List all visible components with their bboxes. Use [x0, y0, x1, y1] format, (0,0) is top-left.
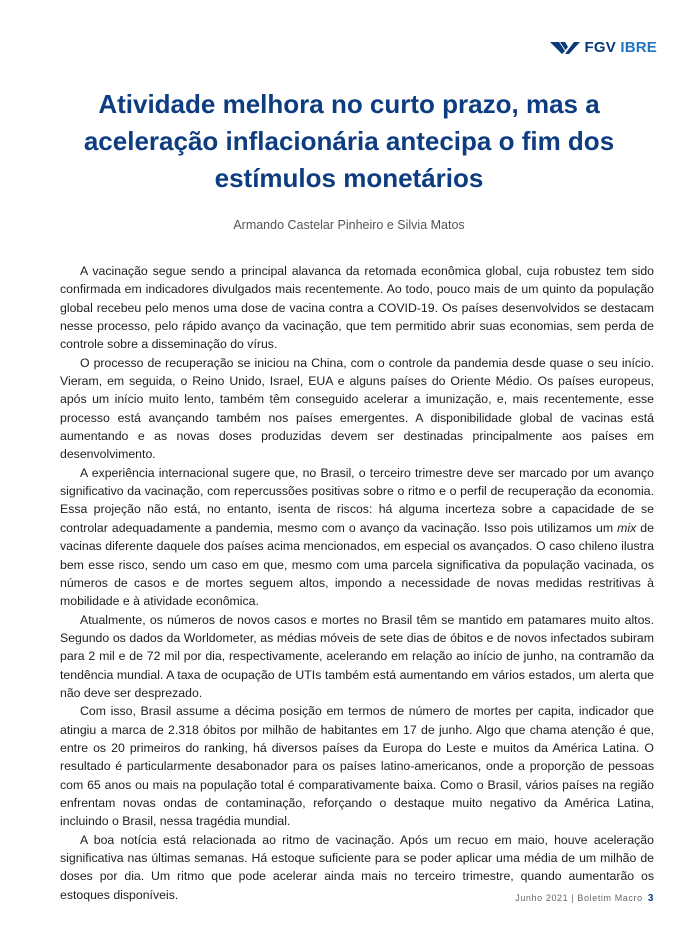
logo-ibre-text: IBRE	[620, 39, 657, 56]
paragraph-text: A experiência internacional sugere que, no Brasil, o terceiro trimestre deve ser marcado por um avanço significativo da vacinação, com repercussões positivas sobre o ritmo e o perfil de recuperação da economia. Essa projeção não está, no entanto, isenta de riscos: há alguma incerteza sobre a capacidade de se controlar adequadamente a pandemia, mesmo com o avanço da vacinação. Isso pois utilizamos um	[60, 465, 654, 535]
paragraph	[60, 702, 654, 830]
article-body	[60, 262, 654, 904]
paragraph-text: A vacinação segue sendo a principal alavanca da retomada econômica global, cuja robustez tem sido confirmada em indicadores divulgados mais recentemente. Ao todo, pouco mais de um quinto da população global recebeu pelo menos uma dose de vacina contra a COVID-19. Os países desenvolvidos se destacam nesse processo, pelo rápido avanço da vacinação, que tem permitido abrir suas economias, sem perda de controle sobre a disseminação do vírus.	[60, 264, 654, 352]
paragraph	[60, 354, 654, 464]
logo-fgv-text: FGV	[584, 39, 616, 56]
paragraph-text: Com isso, Brasil assume a décima posição em termos de número de mortes per capita, indicador que atingiu a marca de 2.318 óbitos por milhão de habitantes em 17 de junho. Algo que chama atenção é que, entre os 20 primeiros do ranking, há diversos países da Europa do Leste e muitos da América Latina. O resultado é particularmente desabonador para os países latino-americanos, onde a proporção de pessoas com 65 anos ou mais na população total é comparativamente baixa. Como o Brasil, vários países na região enfrentam novas ondas de contaminação, reforçando o destaque muito negativo da América Latina, incluindo o Brasil, nessa tragédia mundial.	[60, 704, 654, 829]
paragraph-text: Atualmente, os números de novos casos e mortes no Brasil têm se mantido em patamares muito altos. Segundo os dados da Worldometer, as médias móveis de sete dias de óbitos e de novos infectados subiram para 2 mil e de 72 mil por dia, respectivamente, acelerando em relação ao início de junho, na contramão da tendência mundial. A taxa de ocupação de UTIs também está aumentando em vários estados, um alerta que não deve ser desprezado.	[60, 612, 654, 700]
article-title: Atividade melhora no curto prazo, mas a aceleração inflacionária antecipa o fim dos estímulos monetários	[83, 89, 615, 193]
footer-text: Junho 2021 | Boletim Macro	[515, 893, 643, 903]
page-footer	[515, 893, 654, 904]
fgv-ibre-logo	[550, 40, 657, 55]
logo-wordmark	[585, 40, 657, 55]
paragraph	[60, 611, 654, 703]
paragraph-text: O processo de recuperação se iniciou na China, com o controle da pandemia desde quase o seu início. Vieram, em seguida, o Reino Unido, Israel, EUA e alguns países do Oriente Médio. Os países europeus, após um início muito lento, também têm conseguido acelerar a imunização, e, mais recentemente, esse processo está avançando também nos países emergentes. A disponibilidade global de vacinas está aumentando e as novas doses produzidas devem ser destinadas principalmente aos países em desenvolvimento.	[60, 355, 654, 462]
article-authors: Armando Castelar Pinheiro e Silvia Matos	[233, 218, 465, 232]
fgv-wing-icon	[550, 41, 580, 55]
page-number: 3	[647, 893, 654, 904]
paragraph-text: de vacinas diferente daquele dos países acima mencionados, em especial os avançados. O caso chileno ilustra bem esse risco, sendo um caso em que, mesmo com uma parcela significativa da população vacinada, os números de casos e de mortes seguem altos, impondo a necessidade de novas medidas restritivas à mobilidade e à atividade econômica.	[60, 520, 654, 609]
paragraph-text: A boa notícia está relacionada ao ritmo de vacinação. Após um recuo em maio, houve aceleração significativa nas últimas semanas. Há estoque suficiente para se poder aplicar uma média de um milhão de doses por dia. Um ritmo que pode acelerar ainda mais no terceiro trimestre, quando aumentarão os estoques disponíveis.	[60, 832, 654, 902]
italic-term: mix	[617, 520, 637, 535]
paragraph	[60, 262, 654, 354]
paragraph	[60, 464, 654, 611]
